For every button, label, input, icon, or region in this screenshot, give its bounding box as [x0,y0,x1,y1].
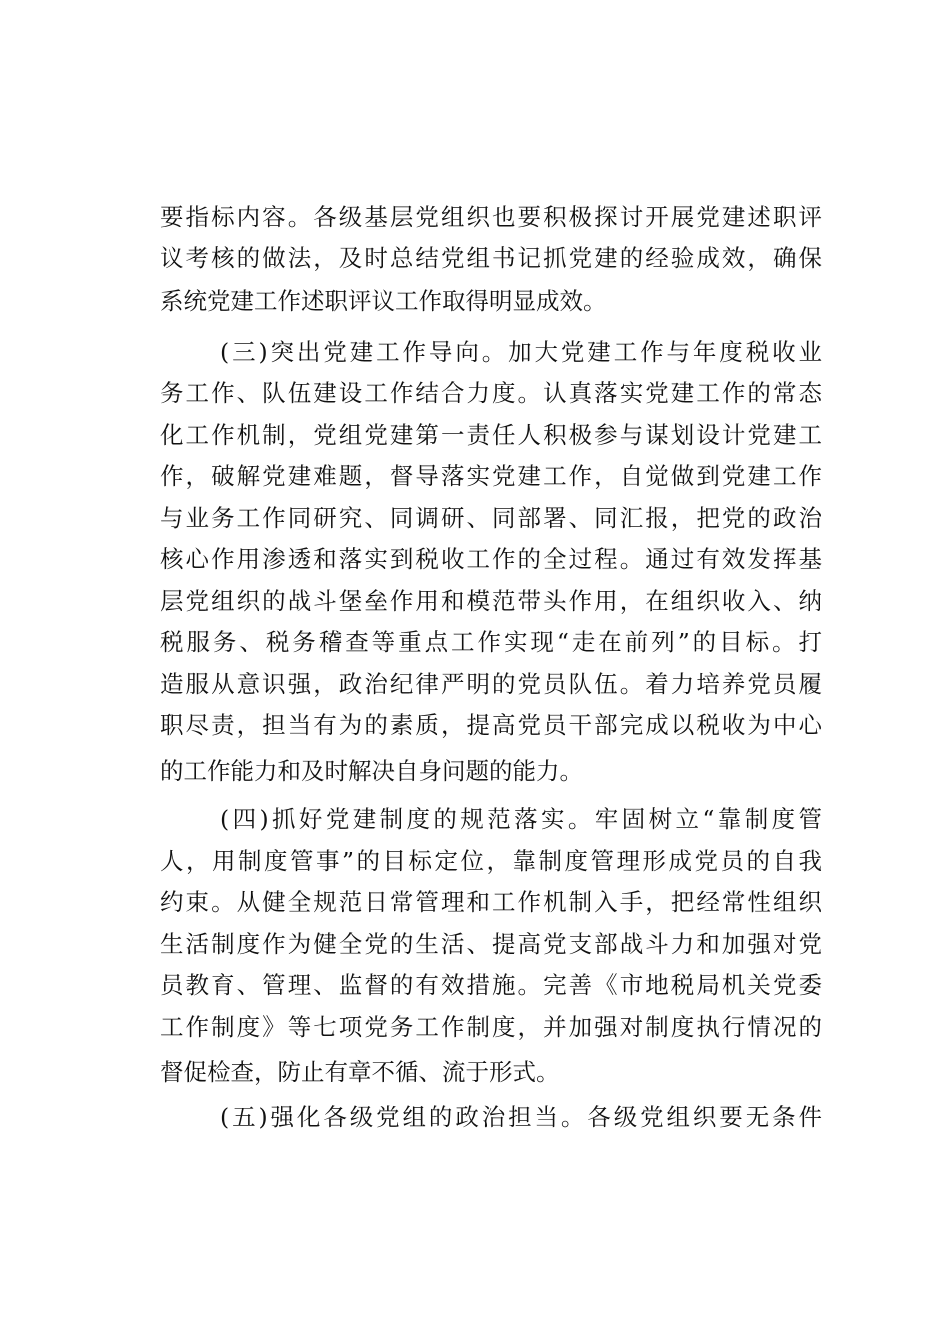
body-line-5: 务工作、队伍建设工作结合力度。认真落实党建工作的常态 [160,379,822,407]
body-line-21: 督促检查，防止有章不循、流于形式。 [160,1058,560,1086]
body-line-8: 与业务工作同研究、同调研、同部署、同汇报，把党的政治 [160,504,822,532]
section-3-heading-line: (三)突出党建工作导向。加大党建工作与年度税收业 [220,338,822,366]
body-line-6: 化工作机制，党组党建第一责任人积极参与谋划设计党建工 [160,421,822,449]
body-line-1: 要指标内容。各级基层党组织也要积极探讨开展党建述职评 [160,203,822,231]
body-line-3: 系统党建工作述职评议工作取得明显成效。 [160,287,607,315]
body-line-20: 工作制度》等七项党务工作制度，并加强对制度执行情况的 [160,1013,822,1041]
section-4-heading-line: (四)抓好党建制度的规范落实。牢固树立“靠制度管 [220,805,822,833]
body-line-14: 的工作能力和及时解决自身问题的能力。 [160,757,583,785]
body-line-10: 层党组织的战斗堡垒作用和模范带头作用，在组织收入、纳 [160,587,822,615]
body-line-2: 议考核的做法，及时总结党组书记抓党建的经验成效，确保 [160,244,822,272]
body-line-17: 约束。从健全规范日常管理和工作机制入手，把经常性组织 [160,888,822,916]
section-5-heading-line: (五)强化各级党组的政治担当。各级党组织要无条件 [220,1103,822,1131]
body-line-12: 造服从意识强，政治纪律严明的党员队伍。着力培养党员履 [160,670,822,698]
body-line-7: 作，破解党建难题，督导落实党建工作，自觉做到党建工作 [160,462,822,490]
body-line-13: 职尽责，担当有为的素质，提高党员干部完成以税收为中心 [160,711,822,739]
body-line-19: 员教育、管理、监督的有效措施。完善《市地税局机关党委 [160,971,822,999]
body-line-9: 核心作用渗透和落实到税收工作的全过程。通过有效发挥基 [160,545,822,573]
body-line-16: 人，用制度管事”的目标定位，靠制度管理形成党员的自我 [160,847,822,875]
body-line-18: 生活制度作为健全党的生活、提高党支部战斗力和加强对党 [160,930,822,958]
body-line-11: 税服务、税务稽查等重点工作实现“走在前列”的目标。打 [160,628,822,656]
